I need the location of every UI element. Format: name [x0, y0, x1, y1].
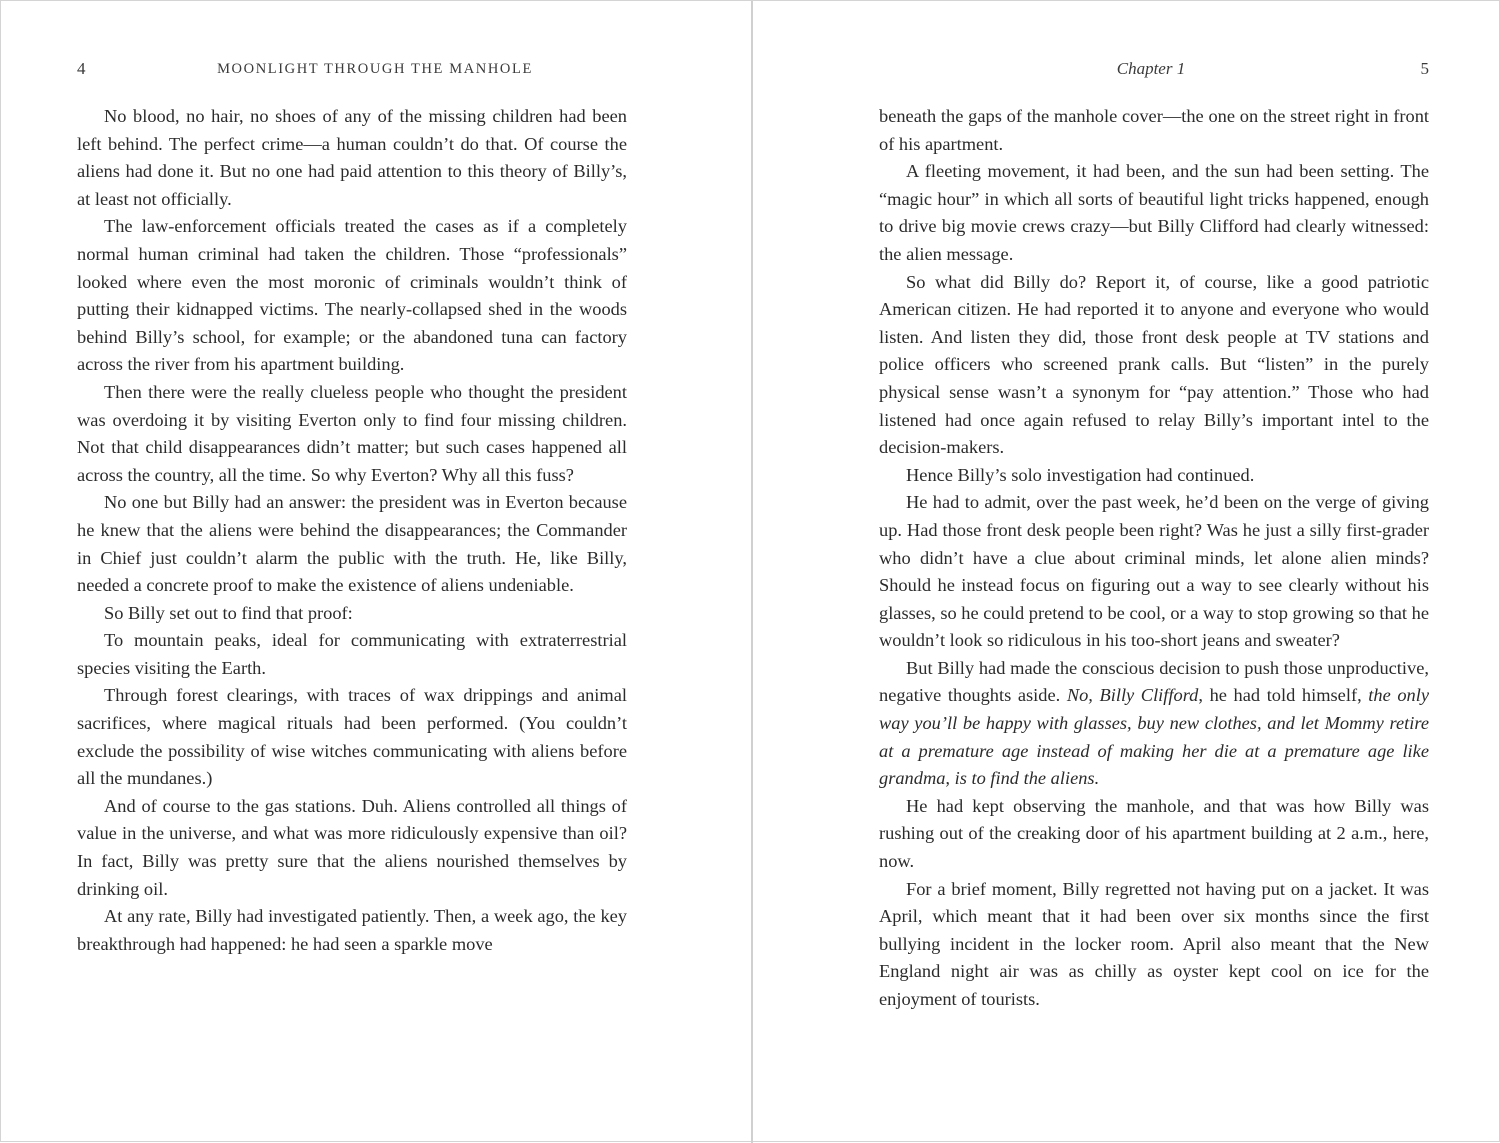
paragraph: To mountain peaks, ideal for communicating with extraterrestrial species visiting the Earth.: [77, 630, 627, 678]
italic-text-run: the only way you’ll be happy with glasses, buy new clothes, and let Mommy retire at a premature age instead of making her die at a premature age like grandma, is to find the aliens.: [879, 685, 1429, 789]
paragraph: So what did Billy do? Report it, of course, like a good patriotic American citizen. He had reported it to anyone and everyone who would listen. And listen they did, those front desk people at TV stations and police officers who screened prank calls. But “listen” in the purely physical sense wasn’t a synonym for “pay attention.” Those who had listened had once again refused to relay Billy’s important intel to the decision-makers.: [879, 271, 1429, 458]
text-run: , he had told himself,: [1198, 685, 1369, 706]
paragraph: Then there were the really clueless people who thought the president was overdoing it by visiting Everton only to find four missing children. Not that child disappearances didn’t matter; but such cases happened all across the country, all the time. So why Everton? Why all this fuss?: [77, 381, 627, 485]
left-page-header: [77, 57, 627, 81]
right-page-header: [879, 57, 1429, 81]
paragraph: He had to admit, over the past week, he’d been on the verge of giving up. Had those front desk people been right? Was he just a silly first-grader who didn’t have a clue about criminal minds, let alone alien minds? Should he instead focus on figuring out a way to see clearly without his glasses, so he could pretend to be cool, or a way to stop growing so that he wouldn’t look so ridiculous in his too-short jeans and sweater?: [879, 492, 1429, 651]
text-run: But Billy had made the conscious decision to push those unproductive, negative thoughts aside.: [879, 657, 1429, 706]
paragraph: Hence Billy’s solo investigation had continued.: [906, 464, 1255, 485]
paragraph: At any rate, Billy had investigated patiently. Then, a week ago, the key breakthrough had happened: he had seen a sparkle move: [77, 906, 627, 954]
paragraph: Through forest clearings, with traces of wax drippings and animal sacrifices, where magical rituals had been performed. (You couldn’t exclude the possibility of wise witches communicating with aliens before all the mundanes.): [77, 685, 627, 789]
paragraph: For a brief moment, Billy regretted not having put on a jacket. It was April, which meant that it had been over six months since the first bullying incident in the locker room. April also meant that the New England night air was as chilly as oyster kept cool on ice for the enjoyment of tourists.: [879, 878, 1429, 1009]
running-head-book-title: MOONLIGHT THROUGH THE MANHOLE: [217, 61, 533, 77]
page-number: 4: [77, 59, 86, 78]
page-number: 5: [1420, 59, 1429, 78]
italic-text-run: No, Billy Clifford: [1066, 685, 1199, 706]
paragraph: So Billy set out to find that proof:: [104, 602, 353, 623]
running-head-chapter: Chapter 1: [1116, 59, 1186, 78]
left-page: [1, 1, 751, 1143]
paragraph: No one but Billy had an answer: the president was in Everton because he knew that the aliens were behind the disappearances; the Commander in Chief just couldn’t alarm the public with the truth. He, like Billy, needed a concrete proof to make the existence of aliens undeniable.: [77, 492, 627, 596]
paragraph: He had kept observing the manhole, and that was how Billy was rushing out of the creaking door of his apartment building at 2 a.m., here, now.: [879, 795, 1429, 872]
paragraph: The law-enforcement officials treated the cases as if a completely normal human criminal had taken the children. Those “professionals” looked where even the most moronic of criminals wouldn’t think of putting their kidnapped victims. The nearly-collapsed shed in the woods behind Billy’s school, for example; or the abandoned tuna can factory across the river from his apartment building.: [77, 216, 627, 375]
paragraph: A fleeting movement, it had been, and the sun had been setting. The “magic hour” in which all sorts of beautiful light tricks happened, enough to drive big movie crews crazy—but Billy Clifford had clearly witnessed: the alien message.: [879, 161, 1429, 264]
right-page: [753, 1, 1500, 1143]
paragraph: And of course to the gas stations. Duh. Aliens controlled all things of value in the universe, and what was more ridiculously expensive than oil? In fact, Billy was pretty sure that the aliens nourished themselves by drinking oil.: [77, 795, 627, 899]
left-page-body: [77, 103, 627, 958]
right-page-body: [879, 103, 1429, 1014]
paragraph-continued: beneath the gaps of the manhole cover—the one on the street right in front of his apartment.: [879, 106, 1429, 154]
paragraph: No blood, no hair, no shoes of any of the missing children had been left behind. The perfect crime—a human couldn’t do that. Of course the aliens had done it. But no one had paid attention to this theory of Billy’s, at least not officially.: [77, 106, 627, 209]
paragraph-with-italics: [879, 655, 1429, 793]
